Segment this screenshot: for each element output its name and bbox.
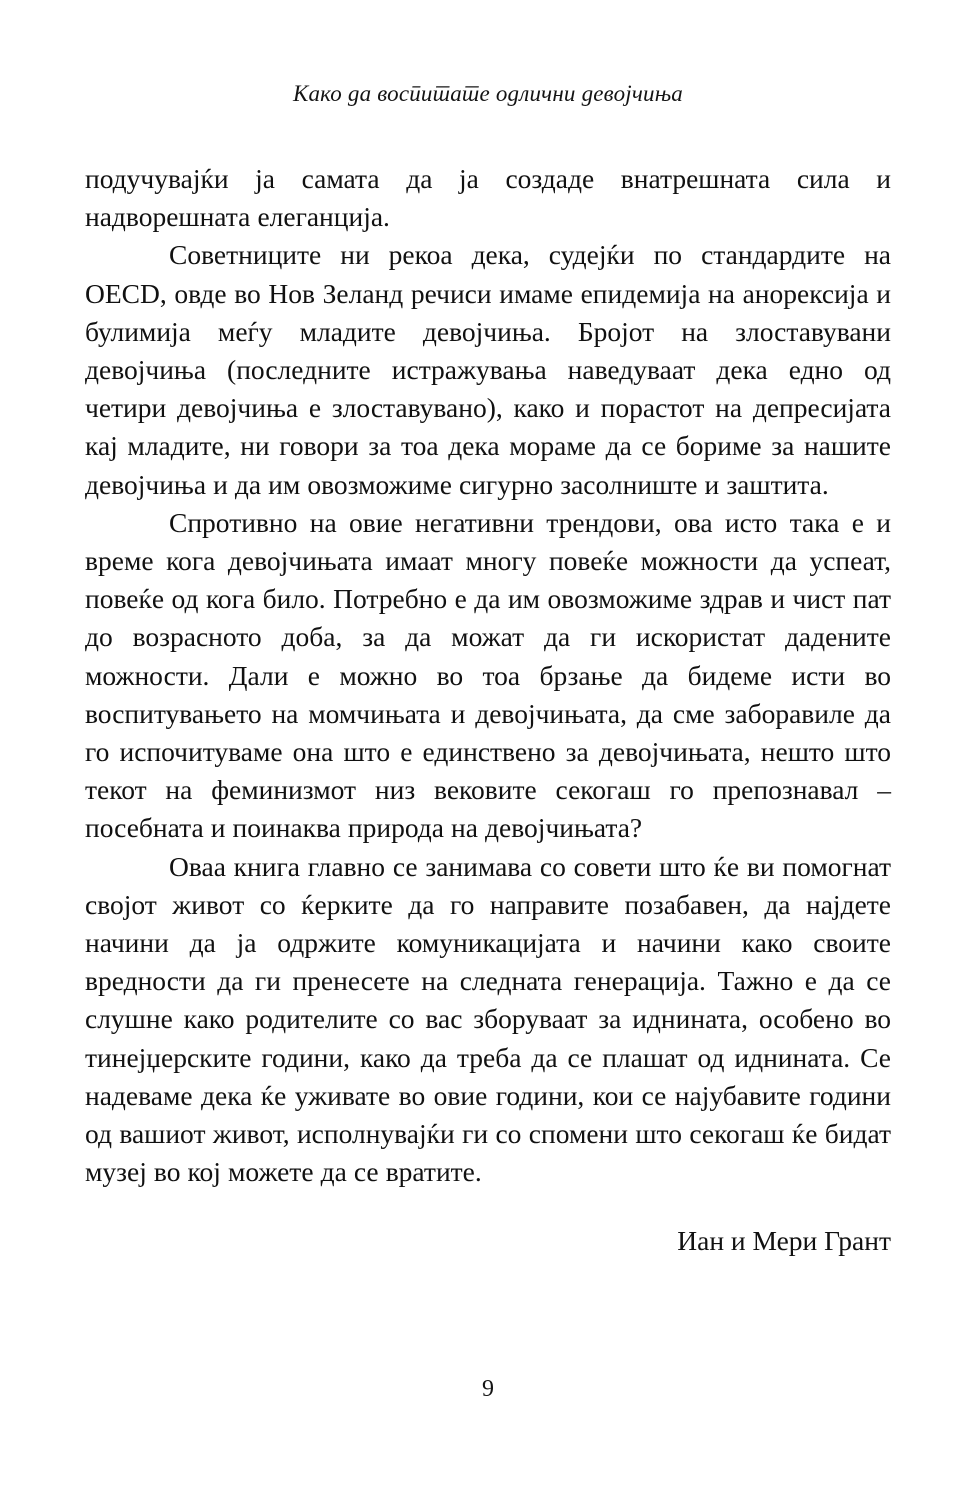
body-text-block [85, 160, 891, 1191]
running-header: Како да воспитате одлични девојчиња [292, 81, 683, 106]
author-signature: Иан и Мери Грант [677, 1225, 891, 1256]
paragraph-continuation: подучувајќи ја самата да ја создаде внатрешната сила и надворешната елеганција. [85, 163, 891, 233]
paragraph-opportunities: Спротивно на овие негативни трендови, ова исто така е и време кога девојчињата имаат многу повеќе можности да успеат, повеќе од кога било. Потребно е да им овозможиме здрав и чист пат до возрасното доба, за да можат да ги искористат дадените можности. Дали е можно во тоа брзање да бидеме исти во воспитувањето на момчињата и девојчињата, да сме заборавиле да го испочитуваме она што е единствено за девојчињата, нешто што текот на феминизмот низ вековите секогаш го препознавал – посебната и поинаква природа на девојчињата? [85, 506, 891, 844]
paragraph-about-book: Оваа книга главно се занимава со совети што ќе ви помогнат својот живот со ќерките да го направите позабавен, да најдете начини да ја одржите комуникацијата и начини како своите вредности да ги пренесете на следната генерација. Тажно е да се слушне како родителите со вас зборуваат за иднината, особено во тинејџерските години, како да треба да се плашат од иднината. Се надеваме дека ќе уживате во овие години, кои се најубавите години од вашиот живот, исполнувајќи ги со спомени што секогаш ќе бидат музеј во кој можете да се вратите. [85, 850, 891, 1188]
paragraph-advisors: Советниците ни рекоа дека, судејќи по стандардите на OECD, овде во Нов Зеланд речиси имаме епидемија на анорексија и булимија меѓу младите девојчиња. Бројот на злоставувани девојчиња (последните истражувања наведуваат дека едно од четири девојчиња е злоставувано), како и порастот на депресијата кај младите, ни говори за тоа дека мораме да се бориме за нашите девојчиња и да им овозможиме сигурно засолниште и заштита. [85, 239, 891, 500]
page-number: 9 [482, 1376, 494, 1402]
